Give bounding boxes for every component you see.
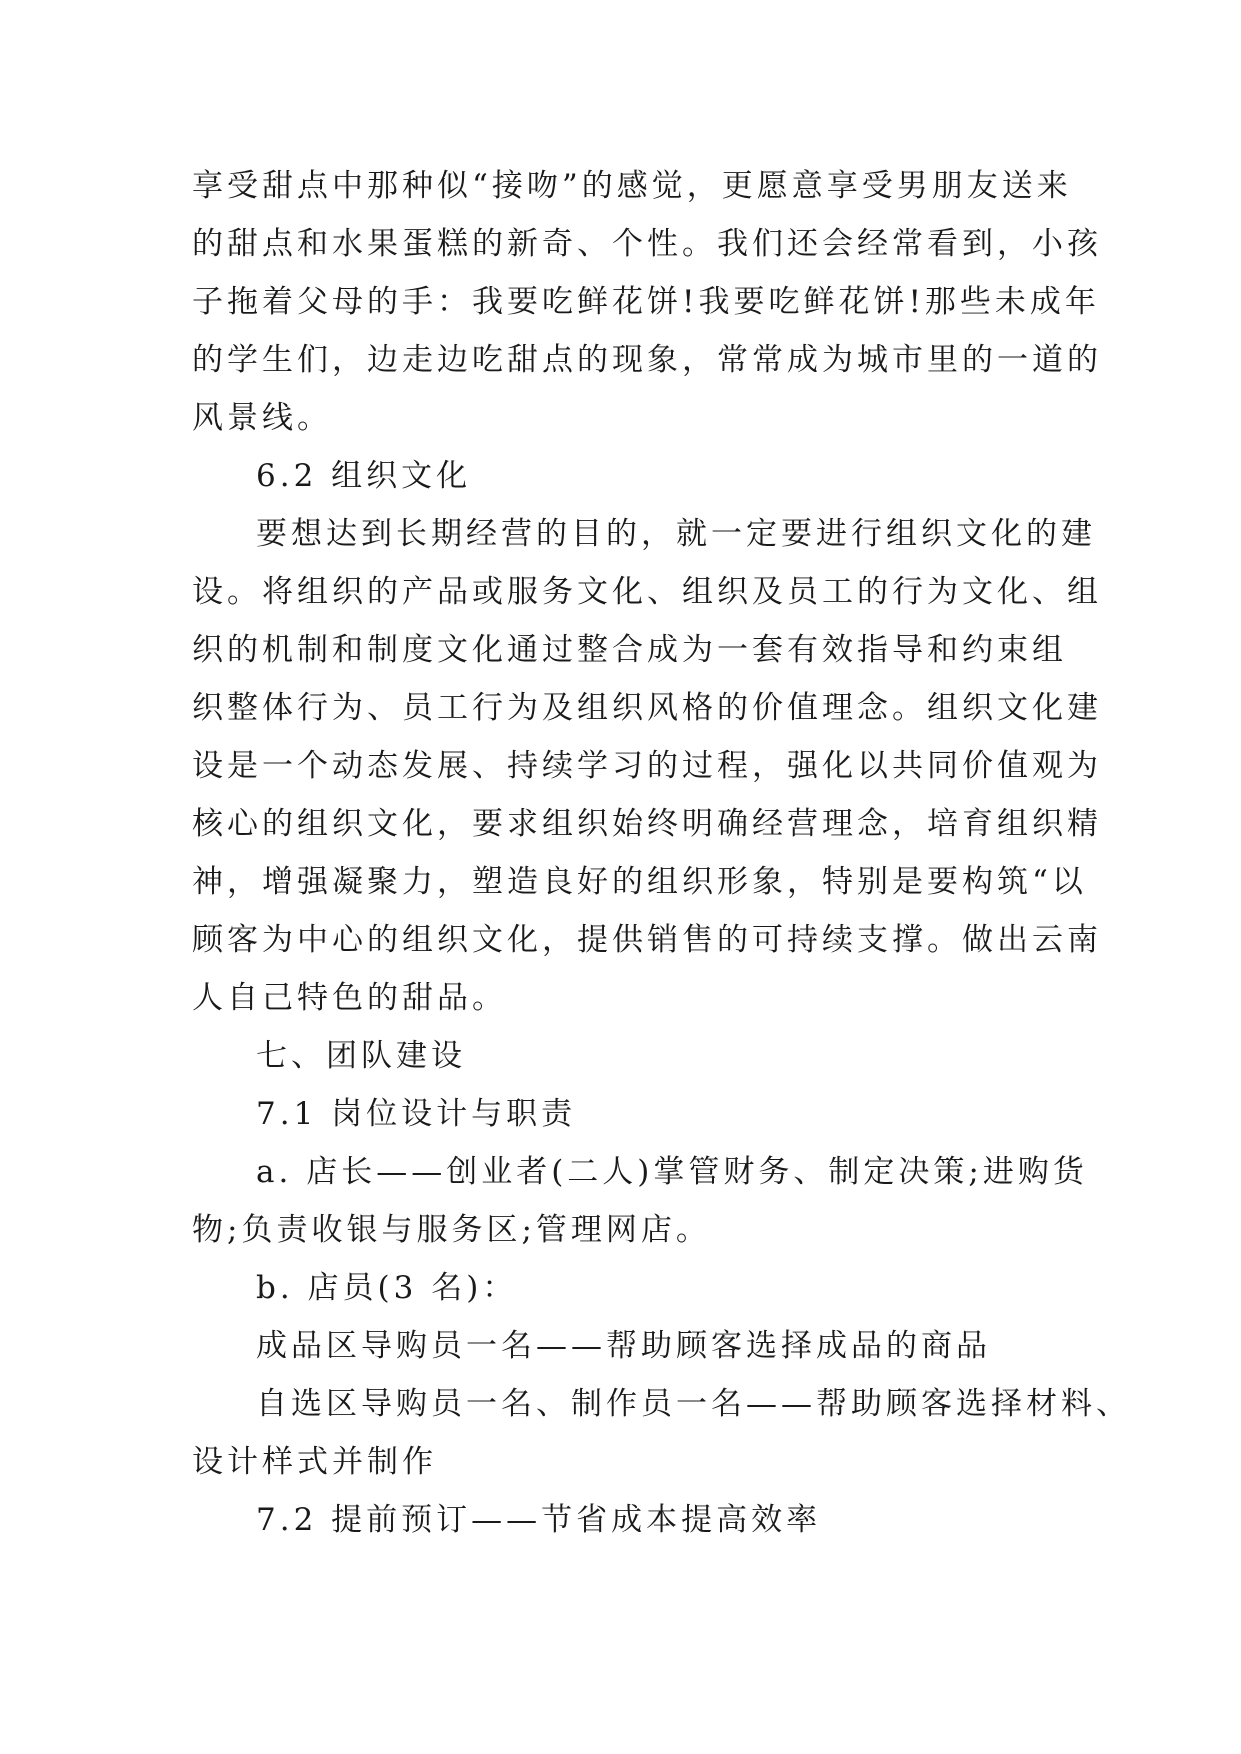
text-line: 设。将组织的产品或服务文化、组织及员工的行为文化、组 xyxy=(192,574,1102,610)
text-line: 设计样式并制作 xyxy=(192,1444,437,1480)
text-line: 神，增强凝聚力，塑造良好的组织形象，特别是要构筑“以 xyxy=(192,864,1087,900)
section-heading: 7.1 岗位设计与职责 xyxy=(256,1096,577,1132)
text-line: 核心的组织文化，要求组织始终明确经营理念，培育组织精 xyxy=(192,806,1102,842)
text-line: 物;负责收银与服务区;管理网店。 xyxy=(192,1212,711,1248)
section-heading: 7.2 提前预订——节省成本提高效率 xyxy=(256,1502,822,1538)
text-line: 织整体行为、员工行为及组织风格的价值理念。组织文化建 xyxy=(192,690,1102,726)
text-line: 织的机制和制度文化通过整合成为一套有效指导和约束组 xyxy=(192,632,1067,668)
text-line: 子拖着父母的手：我要吃鲜花饼!我要吃鲜花饼!那些未成年 xyxy=(192,284,1100,320)
text-line: 人自己特色的甜品。 xyxy=(192,980,507,1016)
list-item-a: a. 店长——创业者(二人)掌管财务、制定决策;进购货 xyxy=(256,1154,1088,1190)
text-line: 风景线。 xyxy=(192,400,332,436)
text-line: 的学生们，边走边吃甜点的现象，常常成为城市里的一道的 xyxy=(192,342,1102,378)
section-heading: 6.2 组织文化 xyxy=(256,458,472,494)
text-line: 顾客为中心的组织文化，提供销售的可持续支撑。做出云南 xyxy=(192,922,1102,958)
chapter-heading: 七、团队建设 xyxy=(256,1038,466,1074)
role-line: 自选区导购员一名、制作员一名——帮助顾客选择材料、 xyxy=(256,1386,1131,1422)
text-line: 设是一个动态发展、持续学习的过程，强化以共同价值观为 xyxy=(192,748,1102,784)
document-body xyxy=(192,157,1131,1549)
list-item-b: b. 店员(3 名)： xyxy=(256,1270,518,1306)
text-line: 的甜点和水果蛋糕的新奇、个性。我们还会经常看到，小孩 xyxy=(192,226,1102,262)
text-line: 享受甜点中那种似“接吻”的感觉，更愿意享受男朋友送来 xyxy=(192,168,1072,204)
paragraph-start: 要想达到长期经营的目的，就一定要进行组织文化的建 xyxy=(256,516,1096,552)
role-line: 成品区导购员一名——帮助顾客选择成品的商品 xyxy=(256,1328,991,1364)
